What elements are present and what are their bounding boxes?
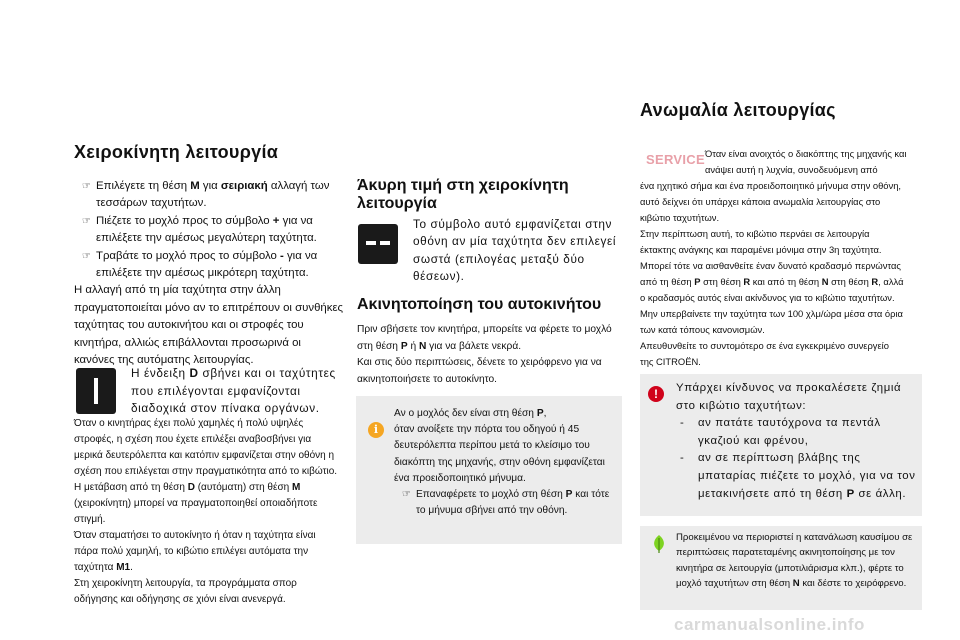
manual-paragraph: Η αλλαγή από τη μία ταχύτητα στην άλλη πραγματοποιείται μόνο αν το επιτρέπουν οι συνθήκες ταχύτητας του αυτοκινήτου και οι στροφές του κινητήρα, αλλιώς επιβάλλονται προσωρινά οι κανόνες της αυτόματης λειτουργίας. xyxy=(74,284,344,367)
bullet-item: ☞ Πιέζετε το μοχλό προς το σύμβολο + για να επιλέξετε την αμέσως μεγαλύτερη ταχύτητα. xyxy=(82,214,317,245)
bullet-item: ☞ Επιλέγετε τη θέση M για σειριακή αλλαγή των τεσσάρων ταχυτήτων. xyxy=(82,180,330,210)
service-warning-icon: SERVICE xyxy=(646,152,705,167)
eco-leaf-icon xyxy=(650,534,668,554)
manual-mode-title: Χειροκίνητη λειτουργία xyxy=(74,142,279,162)
info-panel xyxy=(356,396,622,544)
gear-indicator-icon xyxy=(76,368,116,414)
info-text: Αν ο μοχλός δεν είναι στη θέση P, όταν ανοίξετε την πόρτα του οδηγού ή 45 δευτερόλεπτα περίπου μετά το κλείσιμο του διακόπτη της μηχανής, στην οθόνη εμφανίζεται ένα προειδοποιητικό μήνυμα. ☞ Επαναφέρετε το μοχλό στη θέση P και τότε το μήνυμα σβήνει από την οθόνη. xyxy=(394,408,610,517)
malfunction-text: ένα ηχητικό σήμα και ένα προειδοποιητικό μήνυμα στην οθόνη, αυτό δείχνει ότι υπάρχει κάποια ανωμαλία λειτουργίας στο κιβώτιο ταχυτήτων. Στην περίπτωση αυτή, το κιβώτιο περνάει σε λειτουργία έκτακτης ανάγκης και παραμένει μόνιμα στην 3η ταχύτητα. Μπορεί τότε να αισθανθείτε έναν δυνατό κραδασμό περνώντας από τη θέση P στη θέση R και από τη θέση N στη θέση R, αλλά ο κραδασμός αυτός είναι ακίνδυνος για το κιβώτιο ταχυτήτων. Μην υπερβαίνετε την ταχύτητα των 100 χλμ/ώρα μέσα στα όρια των κατά τόπους κανονισμών. Απευθυνθείτε το συντομότερο σε ένα εγκεκριμένο συνεργείο της CITROËN. xyxy=(640,180,904,367)
malfunction-title: Ανωμαλία λειτουργίας xyxy=(640,100,836,120)
immobilising-text: Πριν σβήσετε τον κινητήρα, μπορείτε να φέρετε το μοχλό στη θέση P ή N για να βάλετε νεκρά. Και στις δύο περιπτώσεις, δένετε το χειρόφρενο για να ακινητοποιήσετε το αυτοκίνητο. xyxy=(357,324,612,385)
eco-panel xyxy=(640,526,922,610)
watermark: carmanualsonline.info xyxy=(674,615,865,634)
warning-panel xyxy=(640,374,922,516)
invalid-gear-icon xyxy=(358,224,398,264)
invalid-value-title: Άκυρη τιμή στη χειροκίνητη λειτουργία xyxy=(357,177,569,212)
bullet-item: ☞ Τραβάτε το μοχλό προς το σύμβολο - για να επιλέξετε την αμέσως μικρότερη ταχύτητα. xyxy=(82,249,318,280)
info-icon: i xyxy=(368,422,384,438)
display-indicator-text: Η ένδειξη D σβήνει και οι ταχύτητες που επιλέγονται εμφανίζονται διαδοχικά στον πίνακα οργάνων. xyxy=(131,366,336,415)
immobilising-title: Ακινητοποίηση του αυτοκινήτου xyxy=(357,296,602,313)
eco-text: Προκειμένου να περιοριστεί η κατανάλωση καυσίμου σε περιπτώσεις παρατεταμένης ακινητοποίησης με τον κινητήρα σε λειτουργία (μποτιλιάρισμα κλπ.), φέρτε το μοχλό ταχυτήτων στη θέση N και δέστε το χειρόφρενο. xyxy=(676,532,913,590)
manual-notes: Όταν ο κινητήρας έχει πολύ χαμηλές ή πολύ υψηλές στροφές, η σχέση που έχετε επιλέξει αναβοσβήνει για μερικά δευτερόλεπτα και κατόπιν εμφανίζεται στην οθόνη η σχέση που επιλέγεται στην πραγματικότητα από το κιβώτιο. Η μετάβαση από τη θέση D (αυτόματη) στη θέση M (χειροκίνητη) μπορεί να πραγματοποιηθεί οποιαδήποτε στιγμή. Όταν σταματήσει το αυτοκίνητο ή όταν η ταχύτητα είναι πάρα πολύ χαμηλή, το κιβώτιο επιλέγει αυτόματα την ταχύτητα M1. Στη χειροκίνητη λειτουργία, τα προγράμματα σπορ οδήγησης και οδήγησης σε χιόνι είναι ανενεργά. xyxy=(74,418,338,605)
invalid-value-text: Το σύμβολο αυτό εμφανίζεται στην οθόνη αν μία ταχύτητα δεν επιλεγεί σωστά (επιλογέας μεταξύ δύο θέσεων). xyxy=(413,217,617,284)
service-text: Όταν είναι ανοιχτός ο διακόπτης της μηχανής και ανάψει αυτή η λυχνία, συνοδευόμενη από xyxy=(705,148,907,175)
manual-bullets xyxy=(74,178,344,369)
warning-text: Υπάρχει κίνδυνος να προκαλέσετε ζημιά στο κιβώτιο ταχυτήτων: - αν πατάτε ταυτόχρονα τα πεντάλ γκαζιού και φρένου, - αν σε περίπτωση βλάβης της μπαταρίας πιέζετε το μοχλό, για να τον μετακινήσετε από τη θέση P σε άλλη. xyxy=(676,382,916,500)
warning-icon: ! xyxy=(648,386,664,402)
